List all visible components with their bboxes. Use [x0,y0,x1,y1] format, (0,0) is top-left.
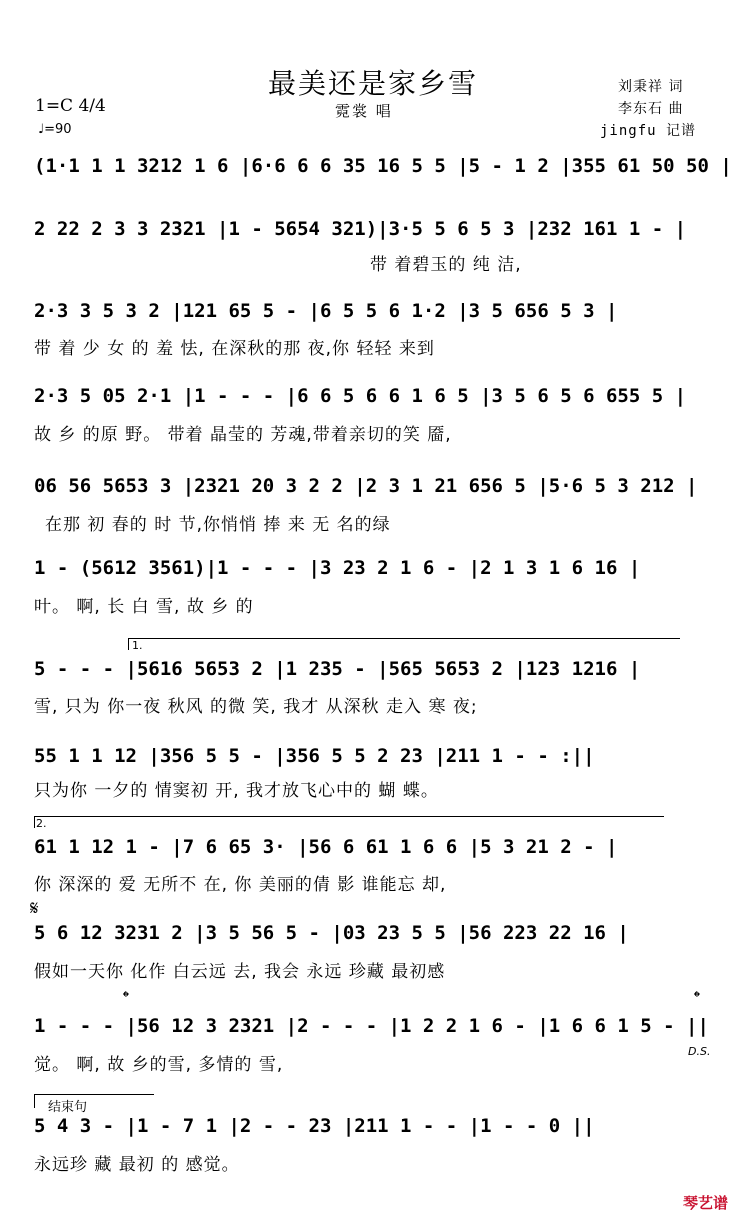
ending-label: 结束句 [48,1100,88,1115]
composer-credit: 李东石 曲 [618,101,684,117]
notation-line: 2·3 5 05 2·1 |1 - - - |6 6 5 6 6 1 6 5 |3 5 6 5 6 655 5 | [34,385,687,407]
notation-line: 2·3 3 5 3 2 |121 65 5 - |6 5 5 6 1·2 |3 5 656 5 3 | [34,300,618,322]
lyric-line: 雪, 只为 你一夜 秋风 的微 笑, 我才 从深秋 走入 寒 夜; [34,697,478,717]
ending-bracket-edge [34,1094,35,1108]
notation-line: 06 56 5653 3 |2321 20 3 2 2 |2 3 1 21 656 5 |5·6 5 3 212 | [34,475,698,497]
volta-bracket-1-edge [128,638,129,650]
coda-icon: 𝄌 [123,988,129,1008]
lyric-line: 带 着 少 女 的 羞 怯, 在深秋的那 夜,你 轻轻 来到 [34,339,435,359]
volta-bracket-2-edge [34,816,35,828]
lyric-line: 故 乡 的原 野。 带着 晶莹的 芳魂,带着亲切的笑 靥, [34,425,452,445]
notation-line: 2 22 2 3 3 2321 |1 - 5654 321)|3·5 5 6 5 3 |232 161 1 - | [34,218,687,240]
lyric-line: 永远珍 藏 最初 的 感觉。 [34,1155,240,1175]
notation-line: 61 1 12 1 - |7 6 65 3· |56 6 61 1 6 6 |5 3 21 2 - | [34,836,618,858]
lyric-line: 带 着碧玉的 纯 洁, [370,255,522,275]
lyric-line: 只为你 一夕的 情窦初 开, 我才放飞心中的 蝴 蝶。 [34,781,439,801]
lyric-line: 你 深深的 爱 无所不 在, 你 美丽的倩 影 谁能忘 却, [34,875,447,895]
lyric-line: 觉。 啊, 故 乡的雪, 多情的 雪, [34,1055,284,1075]
segno-icon: 𝄋 [30,896,39,920]
watermark-logo: 琴艺谱 [682,1194,728,1212]
song-title: 最美还是家乡雪 [267,67,478,100]
volta-bracket-1 [128,638,680,639]
ending-bracket [34,1094,154,1095]
notation-line: 5 - - - |5616 5653 2 |1 235 - |565 5653 2 |123 1216 | [34,658,641,680]
volta-1-label: 1. [132,639,143,652]
notation-line: (1·1 1 1 3212 1 6 |6·6 6 6 35 16 5 5 |5 - 1 2 |355 61 50 50 | [34,155,732,177]
volta-bracket-2 [34,816,664,817]
volta-2-label: 2. [36,817,47,830]
notation-line: 5 6 12 3231 2 |3 5 56 5 - |03 23 5 5 |56 223 22 16 | [34,922,629,944]
notation-line: 1 - - - |56 12 3 2321 |2 - - - |1 2 2 1 6 - |1 6 6 1 5 - || [34,1015,709,1037]
key-signature: 1=C 4/4 [35,96,106,116]
singer-credit: 霓裳 唱 [335,102,393,120]
lyric-line: 叶。 啊, 长 白 雪, 故 乡 的 [34,597,254,617]
ds-marking: D.S. [688,1045,711,1058]
transcriber-credit: jingfu 记谱 [600,123,697,139]
notation-line: 55 1 1 12 |356 5 5 - |356 5 5 2 23 |211 1 - - :|| [34,745,595,767]
lyric-line: 假如一天你 化作 白云远 去, 我会 永远 珍藏 最初感 [34,962,446,982]
coda-icon: 𝄌 [694,988,700,1008]
lyricist-credit: 刘秉祥 词 [618,79,684,95]
notation-line: 5 4 3 - |1 - 7 1 |2 - - 23 |211 1 - - |1 - - 0 || [34,1115,595,1137]
notation-line: 1 - (5612 3561)|1 - - - |3 23 2 1 6 - |2 1 3 1 6 16 | [34,557,641,579]
lyric-line: 在那 初 春的 时 节,你悄悄 捧 来 无 名的绿 [45,515,391,535]
tempo-marking: ♩=90 [38,122,72,137]
